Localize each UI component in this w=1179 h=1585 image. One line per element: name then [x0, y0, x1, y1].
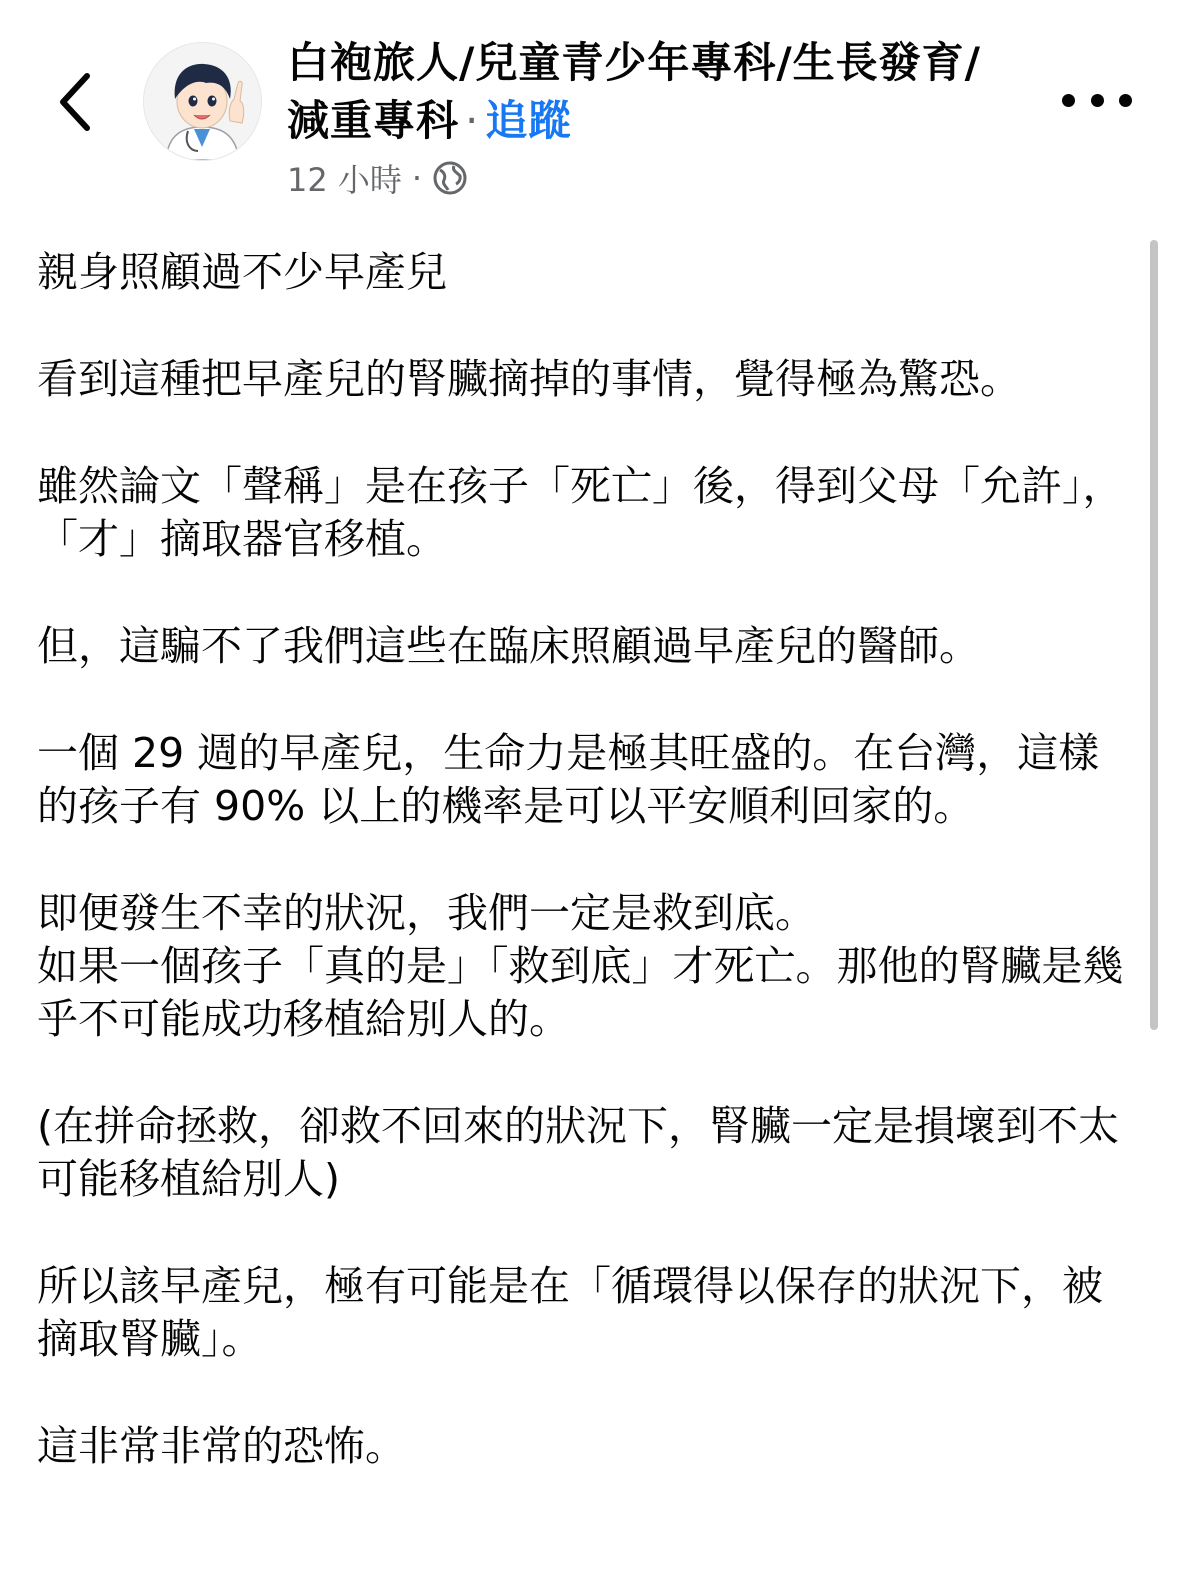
chevron-left-icon — [55, 70, 95, 134]
post-header — [0, 0, 1179, 215]
post-paragraph: 看到這種把早產兒的腎臟摘掉的事情，覺得極為驚恐。 — [37, 355, 1021, 403]
post-paragraph: 即便發生不幸的狀況，我們一定是救到底。 如果一個孩子「真的是」「救到底」才死亡。那他的腎臟是幾乎不可能成功移植給別人的。 — [37, 889, 1124, 1043]
post-text — [37, 246, 1132, 1527]
post-meta — [287, 156, 468, 200]
post-timestamp[interactable]: 12 小時 — [287, 161, 402, 199]
post-paragraph: 這非常非常的恐怖。 — [37, 1422, 406, 1470]
post-paragraph: 但，這騙不了我們這些在臨床照顧過早產兒的醫師。 — [37, 622, 980, 670]
name-separator: · — [465, 96, 480, 145]
post-paragraph: 一個 29 週的早產兒，生命力是極其旺盛的。在台灣，這樣的孩子有 90% 以上的機率是可以平安順利回家的。 — [37, 729, 1100, 830]
more-options-button[interactable] — [1062, 80, 1132, 120]
meta-separator: · — [411, 159, 423, 197]
more-dot — [1062, 94, 1075, 107]
page-name-line — [287, 34, 987, 150]
post-paragraph: 親身照顧過不少早產兒 — [37, 248, 447, 296]
doctor-avatar-icon — [144, 43, 261, 160]
post-paragraph: 雖然論文「聲稱」是在孩子「死亡」後，得到父母「允許」，「才」摘取器官移植。 — [37, 462, 1124, 563]
back-button[interactable] — [40, 62, 110, 142]
globe-icon — [432, 160, 468, 196]
more-dot — [1119, 94, 1132, 107]
avatar[interactable] — [143, 42, 262, 161]
scrollbar[interactable] — [1150, 240, 1158, 1030]
post-paragraph: 所以該早產兒，極有可能是在「循環得以保存的狀況下，被摘取腎臟」。 — [37, 1262, 1103, 1363]
page-name[interactable]: 白袍旅人/兒童青少年專科/生長發育/減重專科 — [287, 38, 982, 145]
follow-button[interactable]: 追蹤 — [485, 96, 572, 145]
more-dot — [1091, 94, 1104, 107]
post-paragraph: (在拼命拯救，卻救不回來的狀況下，腎臟一定是損壞到不太可能移植給別人) — [37, 1102, 1119, 1203]
